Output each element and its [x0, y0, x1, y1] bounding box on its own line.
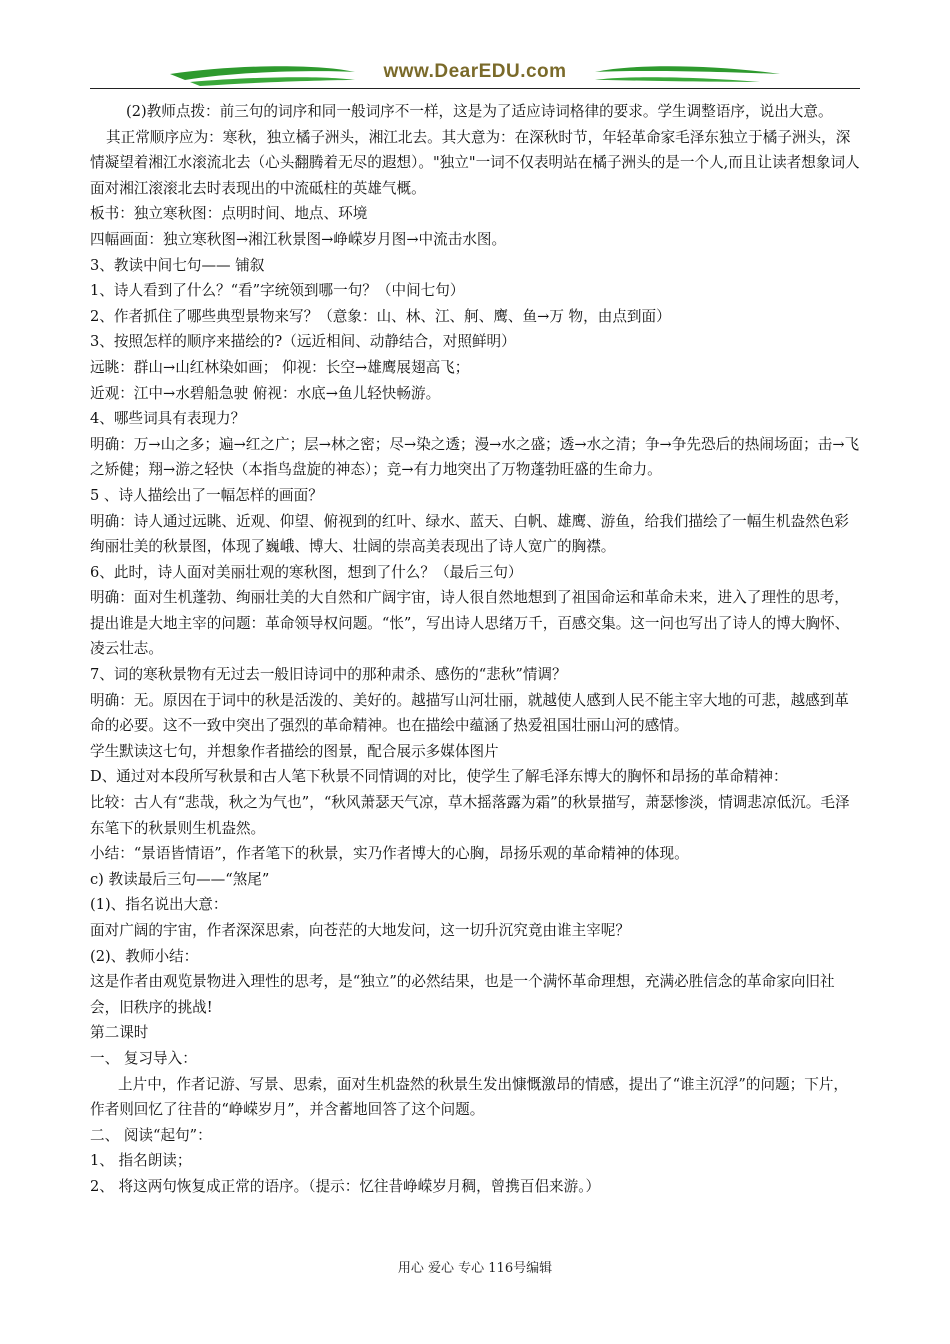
paragraph: (1)、指名说出大意：	[90, 896, 228, 914]
paragraph: D、通过对本段所写秋景和古人笔下秋景不同情调的对比，使学生了解毛泽东博大的胸怀和昂扬的革命精神：	[90, 768, 788, 786]
paragraph: 二、 阅读“起句”：	[90, 1126, 212, 1144]
paragraph: 3、按照怎样的顺序来描绘的?（远近相间、动静结合，对照鲜明）	[90, 333, 516, 351]
paragraph: (2)教师点拨：前三句的词序和同一般词序不一样，这是为了适应诗词格律的要求。学生调整语序，说出大意。	[126, 103, 833, 120]
paragraph: 2、 将这两句恢复成正常的语序。（提示：忆往昔峥嵘岁月稠，曾携百侣来游。）	[90, 1177, 601, 1195]
paragraph: 3、教读中间七句—— 铺叙	[90, 256, 265, 274]
paragraph: 其正常顺序应为：寒秋，独立橘子洲头，湘江北去。其大意为：在深秋时节，年轻革命家毛泽东独立于橘子洲头，深情凝望着湘江水滚流北去（心头翻腾着无尽的遐想）。"独立"一词不仅表明站在橘子洲头的是一个人,而且让读者想象词人面对湘江滚滚北去时表现出的中流砥柱的英雄气概。	[90, 128, 860, 197]
document-body	[90, 99, 860, 1200]
header-divider	[90, 88, 860, 89]
paragraph: 1、 指名朗读；	[90, 1152, 192, 1170]
paragraph: 一、 复习导入：	[90, 1049, 197, 1067]
paragraph: 近观：江中→水碧船急驶 俯视：水底→鱼儿轻快畅游。	[90, 384, 441, 402]
paragraph: 明确：诗人通过远眺、近观、仰望、俯视到的红叶、绿水、蓝天、白帆、雄鹰、游鱼，给我们描绘了一幅生机盎然色彩绚丽壮美的秋景图，体现了巍峨、博大、壮阔的崇高美表现出了诗人宽广的胸襟。	[90, 512, 849, 556]
paragraph: 2、作者抓住了哪些典型景物来写？（意象：山、林、江、舸、鹰、鱼→万 物，由点到面）	[90, 307, 671, 325]
paragraph: (2)、教师小结：	[90, 947, 199, 965]
paragraph: 四幅画面：独立寒秋图→湘江秋景图→峥嵘岁月图→中流击水图。	[90, 230, 507, 248]
paragraph: 比较：古人有“悲哉，秋之为气也”，“秋风萧瑟天气凉，草木摇落露为霜”的秋景描写，萧瑟惨淡，情调悲凉低沉。毛泽东笔下的秋景则生机盎然。	[90, 794, 850, 837]
paragraph: 小结：“景语皆情语”，作者笔下的秋景，实乃作者博大的心胸，昂扬乐观的革命精神的体现。	[90, 845, 689, 863]
paragraph: 1、诗人看到了什么？“看”字统领到哪一句？（中间七句）	[90, 282, 465, 300]
paragraph: 上片中，作者记游、写景、思索，面对生机盎然的秋景生发出慷慨激昂的情感，提出了“谁主沉浮”的问题；下片，作者则回忆了往昔的“峥嵘岁月”，并含蓄地回答了这个问题。	[90, 1075, 849, 1119]
paragraph: 7、词的寒秋景物有无过去一般旧诗词中的那种肃杀、感伤的“悲秋”情调？	[90, 666, 567, 684]
paragraph: 远眺：群山→山红林染如画； 仰视：长空→雄鹰展翅高飞；	[90, 358, 470, 376]
paragraph: 明确：无。原因在于词中的秋是活泼的、美好的。越描写山河壮丽，就越使人感到人民不能主宰大地的可悲，越感到革命的必要。这不一致中突出了强烈的革命精神。也在描绘中蕴涵了热爱祖国壮丽山河的感情。	[90, 691, 849, 735]
page-footer: 用心 爱心 专心 116号编辑	[397, 1261, 553, 1276]
paragraph: 5 、诗人描绘出了一幅怎样的画面？	[90, 486, 323, 504]
paragraph: 学生默读这七句，并想象作者描绘的图景，配合展示多媒体图片	[90, 742, 499, 760]
site-logo-text[interactable]: www.DearEDU.com	[383, 61, 567, 82]
paragraph: 这是作者由观览景物进入理性的思考，是“独立”的必然结果，也是一个满怀革命理想，充满必胜信念的革命家向旧社会，旧秩序的挑战!	[90, 973, 835, 1016]
paragraph: 6、此时，诗人面对美丽壮观的寒秋图，想到了什么？（最后三句）	[90, 563, 523, 581]
paragraph: 明确：面对生机蓬勃、绚丽壮美的大自然和广阔宇宙，诗人很自然地想到了祖国命运和革命未来，进入了理性的思考，提出谁是大地主宰的问题：革命领导权问题。“怅”，写出诗人思绪万千，百感交集。这一问也写出了诗人的博大胸怀、凌云壮志。	[90, 589, 850, 658]
paragraph: 第二课时	[90, 1024, 149, 1042]
paragraph: 板书：独立寒秋图：点明时间、地点、环境	[90, 205, 368, 223]
paragraph: 4、哪些词具有表现力？	[90, 410, 246, 428]
paragraph: c) 教读最后三句——“煞尾”	[90, 870, 270, 888]
paragraph: 面对广阔的宇宙，作者深深思索，向苍茫的大地发问，这一切升沉究竟由谁主宰呢？	[90, 922, 630, 939]
paragraph: 明确：万→山之多；遍→红之广；层→林之密；尽→染之透；漫→水之盛；透→水之清；争→争先恐后的热闹场面；击→飞之矫健；翔→游之轻快（本指鸟盘旋的神态）；竞→有力地突出了万物蓬勃旺盛的生命力。	[90, 435, 860, 479]
